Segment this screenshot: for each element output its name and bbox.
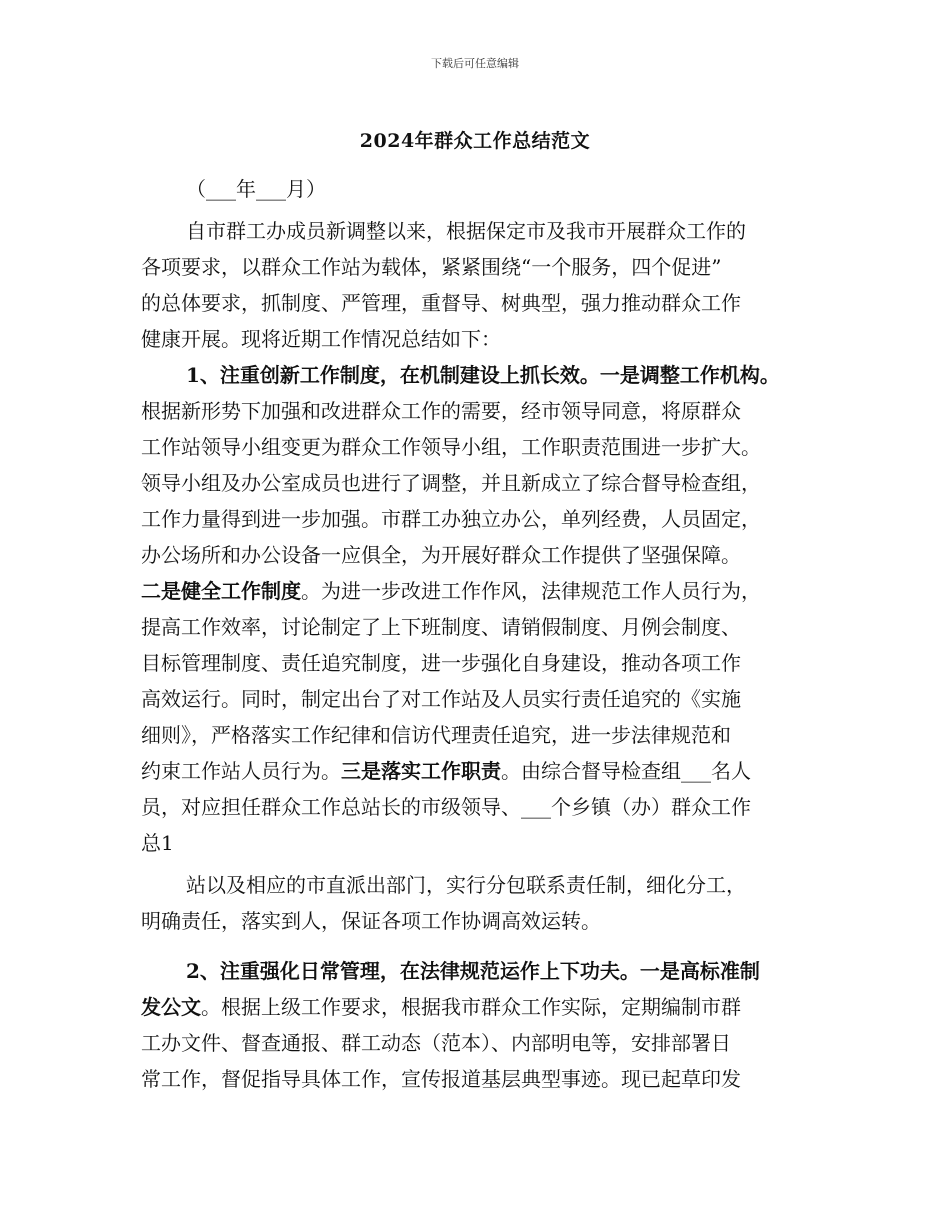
paragraph-line	[141, 717, 831, 753]
paragraph-line	[141, 1061, 831, 1097]
paragraph-line	[186, 357, 831, 393]
text-segment: 细则》，严格落实工作纪律和信访代理责任追究，进一步法律规范和	[141, 723, 731, 747]
bold-text: 三是落实工作职责	[341, 759, 501, 783]
paragraph-line	[141, 789, 831, 825]
text-segment: 约束工作站人员行为。	[141, 759, 341, 783]
paragraph-line	[141, 989, 831, 1025]
paragraph-line	[141, 393, 831, 429]
paragraph-line	[186, 867, 831, 903]
paragraph-line	[141, 465, 831, 501]
text-segment: 领导小组及办公室成员也进行了调整，并且新成立了综合督导检查组，	[141, 471, 761, 495]
bold-text: 二是健全工作制度	[141, 579, 301, 603]
text-segment: 的总体要求，抓制度、严管理，重督导、树典型，强力推动群众工作	[141, 291, 741, 315]
paragraph-line	[141, 825, 831, 861]
date-line: （___年___月）	[186, 177, 326, 201]
text-segment: 办公场所和办公设备一应俱全，为开展好群众工作提供了坚强保障。	[141, 543, 741, 567]
text-segment: 。由综合督导检查组___名人	[501, 759, 751, 783]
text-segment: 。为进一步改进工作作风，法律规范工作人员行为，	[301, 579, 761, 603]
text-segment: 高效运行。同时，制定出台了对工作站及人员实行责任追究的《实施	[141, 687, 741, 711]
text-segment: 健康开展。现将近期工作情况总结如下：	[141, 327, 501, 351]
text-segment: 目标管理制度、责任追究制度，进一步强化自身建设，推动各项工作	[141, 651, 741, 675]
paragraph-line	[141, 429, 831, 465]
paragraph-line	[141, 681, 831, 717]
paragraph-line	[141, 753, 831, 789]
text-segment: 各项要求，以群众工作站为载体，紧紧围绕“一个服务，四个促进”	[141, 255, 722, 279]
bold-text: 2、注重强化日常管理，在法律规范运作上下功夫。一是高标准制	[186, 959, 760, 983]
paragraph-line	[141, 321, 831, 357]
header-note: 下载后可任意编辑	[431, 57, 519, 70]
text-segment: 工作站领导小组变更为群众工作领导小组，工作职责范围进一步扩大。	[141, 435, 761, 459]
paragraph-line	[141, 903, 831, 939]
paragraph-line	[141, 285, 831, 321]
bold-text: 发公文	[141, 995, 201, 1019]
paragraph-line	[186, 953, 831, 989]
text-segment: 工办文件、督查通报、群工动态（范本）、内部明电等，安排部署日	[141, 1031, 731, 1055]
text-segment: 常工作，督促指导具体工作，宣传报道基层典型事迹。现已起草印发	[141, 1067, 741, 1091]
document-title: 2024年群众工作总结范文	[359, 130, 591, 152]
paragraph-line	[186, 213, 831, 249]
paragraph-line	[141, 1025, 831, 1061]
paragraph-line	[141, 573, 831, 609]
text-segment: 员，对应担任群众工作总站长的市级领导、___个乡镇（办）群众工作	[141, 795, 751, 819]
paragraph-line	[141, 249, 831, 285]
paragraph-line	[141, 609, 831, 645]
text-segment: 明确责任，落实到人，保证各项工作协调高效运转。	[141, 909, 601, 933]
text-segment: 。根据上级工作要求，根据我市群众工作实际，定期编制市群	[201, 995, 741, 1019]
paragraph-line	[141, 501, 831, 537]
text-segment: 总1	[141, 831, 174, 855]
bold-text: 1、注重创新工作制度，在机制建设上抓长效。一是调整工作机构。	[186, 363, 780, 387]
paragraph-line	[141, 645, 831, 681]
text-segment: 自市群工办成员新调整以来，根据保定市及我市开展群众工作的	[186, 219, 746, 243]
paragraph-line	[141, 537, 831, 573]
text-segment: 提高工作效率，讨论制定了上下班制度、请销假制度、月例会制度、	[141, 615, 741, 639]
text-segment: 站以及相应的市直派出部门，实行分包联系责任制，细化分工，	[186, 873, 746, 897]
text-segment: 工作力量得到进一步加强。市群工办独立办公，单列经费，人员固定，	[141, 507, 761, 531]
text-segment: 根据新形势下加强和改进群众工作的需要，经市领导同意，将原群众	[141, 399, 741, 423]
